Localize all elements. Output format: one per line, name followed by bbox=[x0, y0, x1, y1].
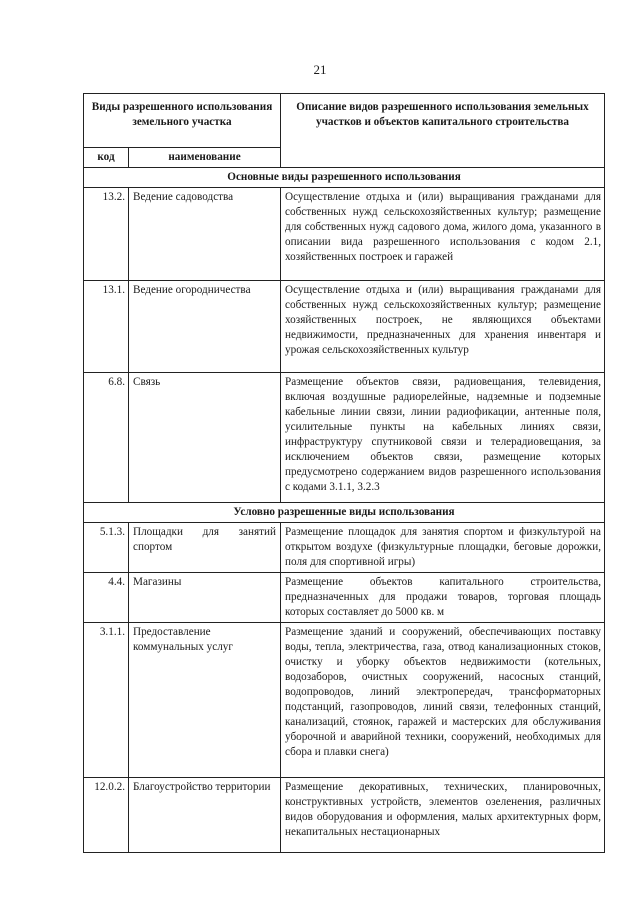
table-row bbox=[84, 778, 605, 853]
table-row bbox=[84, 623, 605, 778]
table-row bbox=[84, 373, 605, 503]
row-description: Осуществление отдыха и (или) выращивания гражданами для собственных нужд сельскохозяйственных культур; размещение хозяйственных построек, не являющихся объектами недвижимости, предназначенных для хранения инвентаря и урожая сельскохозяйственных культур bbox=[281, 281, 605, 373]
row-description: Размещение площадок для занятия спортом и физкультурой на открытом воздухе (физкультурные площадки, беговые дорожки, поля для спортивной игры) bbox=[281, 523, 605, 573]
row-name: Ведение огородничества bbox=[129, 281, 281, 373]
section-row bbox=[84, 503, 605, 523]
row-description: Размещение объектов капитального строительства, предназначенных для продажи товаров, торговая площадь которых составляет до 5000 кв. м bbox=[281, 573, 605, 623]
row-name: Площадки для занятий спортом bbox=[129, 523, 281, 573]
table-row bbox=[84, 188, 605, 281]
row-code: 13.1. bbox=[84, 281, 129, 373]
header-code-label: код bbox=[84, 148, 129, 168]
section-row bbox=[84, 168, 605, 188]
row-name: Ведение садоводства bbox=[129, 188, 281, 281]
section-title: Основные виды разрешенного использования bbox=[84, 168, 605, 188]
table-row bbox=[84, 523, 605, 573]
header-description-title: Описание видов разрешенного использования земельных участков и объектов капитального строительства bbox=[281, 94, 605, 168]
row-code: 5.1.3. bbox=[84, 523, 129, 573]
row-description: Размещение объектов связи, радиовещания, телевидения, включая воздушные радиорелейные, надземные и подземные кабельные линии связи, линии радиофикации, антенные поля, усилительные пункты на кабельных линиях связи, инфраструктуру спутниковой связи и телерадиовещания, за исключением объектов связи, размещение которых предусмотрено содержанием видов разрешенного использования с кодами 3.1.1, 3.2.3 bbox=[281, 373, 605, 503]
header-group-title: Виды разрешенного использования земельного участка bbox=[84, 94, 281, 148]
page-number: 21 bbox=[313, 62, 327, 77]
row-code: 4.4. bbox=[84, 573, 129, 623]
row-name: Благоустройство территории bbox=[129, 778, 281, 853]
row-description: Осуществление отдыха и (или) выращивания гражданами для собственных нужд сельскохозяйственных культур; размещение для собственных нужд садового дома, жилого дома, указанного в описании вида разрешенного использования с кодом 2.1, хозяйственных построек и гаражей bbox=[281, 188, 605, 281]
table-header-row bbox=[84, 94, 605, 148]
row-name: Предоставление коммунальных услуг bbox=[129, 623, 281, 778]
section-title: Условно разрешенные виды использования bbox=[84, 503, 605, 523]
row-code: 12.0.2. bbox=[84, 778, 129, 853]
row-description: Размещение зданий и сооружений, обеспечивающих поставку воды, тепла, электричества, газа, отвод канализационных стоков, очистку и уборку объектов недвижимости (котельных, водозаборов, очистных сооружений, насосных станций, водопроводов, линий электропередач, трансформаторных подстанций, газопроводов, линий связи, телефонных станций, канализаций, стоянок, гаражей и мастерских для обслуживания уборочной и аварийной техники, сооружений, необходимых для сбора и плавки снега) bbox=[281, 623, 605, 778]
row-description: Размещение декоративных, технических, планировочных, конструктивных устройств, элементов озеленения, различных видов оборудования и оформления, малых архитектурных форм, некапитальных нестационарных bbox=[281, 778, 605, 853]
header-name-label: наименование bbox=[129, 148, 281, 168]
row-code: 6.8. bbox=[84, 373, 129, 503]
land-use-table bbox=[83, 93, 605, 853]
table-row bbox=[84, 281, 605, 373]
table-row bbox=[84, 573, 605, 623]
row-code: 13.2. bbox=[84, 188, 129, 281]
row-name: Связь bbox=[129, 373, 281, 503]
row-code: 3.1.1. bbox=[84, 623, 129, 778]
row-name: Магазины bbox=[129, 573, 281, 623]
